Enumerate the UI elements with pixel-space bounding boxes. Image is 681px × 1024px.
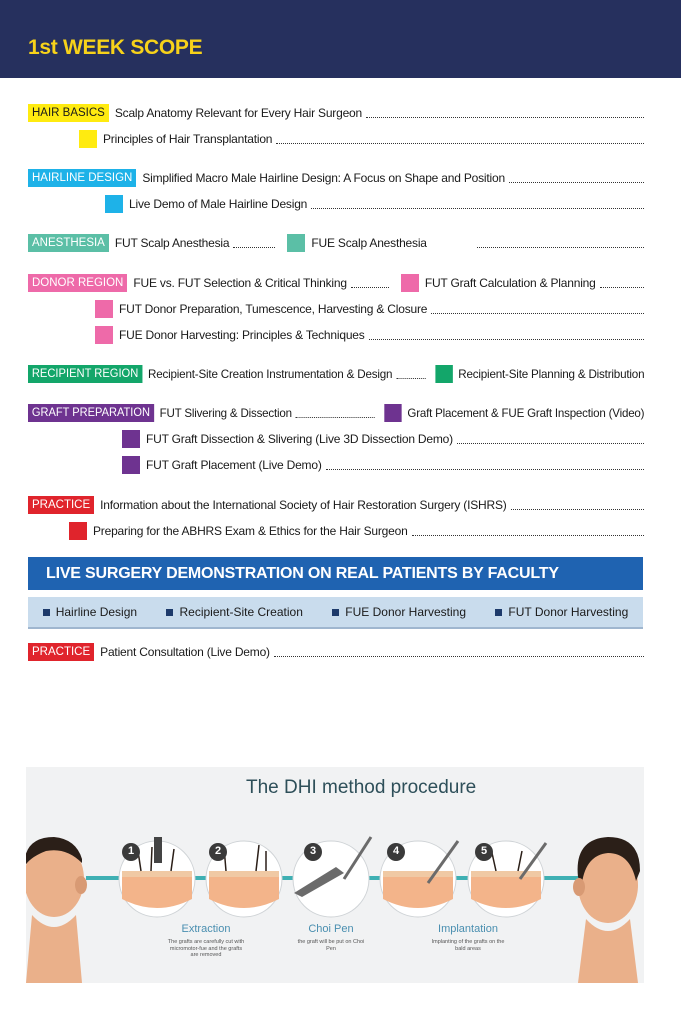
leader-dots	[477, 247, 644, 248]
bullet-icon	[495, 609, 502, 616]
leader-dots	[326, 469, 644, 470]
caption-extraction-text: The grafts are carefully cut with micromotor-fue and the grafts are removed	[167, 939, 245, 958]
graft-preparation-item-3: FUT Graft Dissection & Slivering (Live 3D Dissection Demo)	[146, 432, 453, 446]
practice-row-1	[28, 496, 644, 514]
live-item-hairline	[43, 605, 137, 619]
anesthesia-item-1: FUT Scalp Anesthesia	[114, 236, 230, 250]
leader-dots	[396, 378, 425, 379]
practice-tag-2: PRACTICE	[28, 643, 94, 661]
leader-dots	[412, 535, 644, 536]
hair-basics-row-2	[79, 130, 644, 148]
graft-preparation-row-2	[122, 430, 644, 448]
dhi-procedure-illustration	[26, 767, 644, 983]
live-item-fue	[332, 605, 466, 619]
bullet-icon	[332, 609, 339, 616]
live-item-recipient	[166, 605, 302, 619]
leader-dots	[509, 182, 644, 183]
leader-dots	[276, 143, 644, 144]
practice-item-1: Information about the International Society of Hair Restoration Surgery (ISHRS)	[100, 498, 507, 512]
practice-consultation-row	[28, 643, 644, 661]
leader-dots	[600, 287, 644, 288]
bullet-icon	[166, 609, 173, 616]
hairline-design-item-2: Live Demo of Male Hairline Design	[129, 197, 308, 211]
donor-region-item-1: FUE vs. FUT Selection & Critical Thinking	[133, 276, 347, 290]
hair-basics-item-2: Principles of Hair Transplantation	[103, 132, 273, 146]
header-bar	[0, 0, 681, 78]
hairline-design-marker	[105, 195, 123, 213]
practice-row-2	[69, 522, 644, 540]
hair-basics-item-1: Scalp Anatomy Relevant for Every Hair Surgeon	[114, 106, 362, 120]
leader-dots	[296, 417, 375, 418]
hairline-design-item-1: Simplified Macro Male Hairline Design: A Focus on Shape and Position	[142, 171, 505, 185]
bald-head-icon	[26, 837, 87, 983]
recipient-region-tag: RECIPIENT REGION	[28, 365, 142, 383]
donor-region-marker	[95, 326, 113, 344]
hair-basics-tag: HAIR BASICS	[28, 104, 109, 122]
anesthesia-item-2: FUE Scalp Anesthesia	[311, 236, 427, 250]
donor-region-tag: DONOR REGION	[28, 274, 127, 292]
step-2-number: 2	[214, 845, 222, 857]
leader-dots	[431, 313, 644, 314]
live-surgery-title: LIVE SURGERY DEMONSTRATION ON REAL PATIENTS BY FACULTY	[46, 565, 559, 582]
graft-preparation-item-2: Graft Placement & FUE Graft Inspection (Video)	[407, 406, 645, 420]
leader-dots	[233, 247, 275, 248]
hairline-design-tag: HAIRLINE DESIGN	[28, 169, 136, 187]
leader-dots	[457, 443, 644, 444]
graft-preparation-row-1	[28, 404, 645, 422]
anesthesia-tag: ANESTHESIA	[28, 234, 109, 252]
recipient-region-row	[28, 365, 645, 383]
full-hair-head-icon	[573, 837, 640, 983]
anesthesia-row	[28, 234, 644, 252]
step-1-number: 1	[127, 845, 135, 857]
live-item-label: FUT Donor Harvesting	[508, 605, 629, 619]
leader-dots	[366, 117, 644, 118]
practice-tag: PRACTICE	[28, 496, 94, 514]
hairline-design-row-2	[105, 195, 644, 213]
leader-dots	[274, 656, 644, 657]
live-surgery-banner	[28, 557, 643, 590]
graft-preparation-item-1: FUT Slivering & Dissection	[159, 406, 292, 420]
hair-basics-marker	[79, 130, 97, 148]
live-item-label: Recipient-Site Creation	[179, 605, 303, 619]
page-title: 1st WEEK SCOPE	[28, 36, 203, 59]
practice-item-2: Preparing for the ABHRS Exam & Ethics for the Hair Surgeon	[93, 524, 408, 538]
step-4-number: 4	[392, 845, 400, 857]
leader-dots	[369, 339, 644, 340]
graft-preparation-marker	[122, 430, 140, 448]
step-5-number: 5	[480, 845, 488, 857]
anesthesia-marker	[287, 234, 305, 252]
practice-consultation-item: Patient Consultation (Live Demo)	[100, 645, 270, 659]
live-item-label: Hairline Design	[55, 605, 138, 619]
caption-implantation-text: Implanting of the grafts on the bald areas	[431, 939, 505, 952]
hairline-design-row-1	[28, 169, 644, 187]
graft-preparation-marker	[384, 404, 401, 422]
donor-region-row-1	[28, 274, 644, 292]
graft-preparation-row-3	[122, 456, 644, 474]
live-item-fut	[495, 605, 628, 619]
donor-region-marker	[401, 274, 419, 292]
practice-marker	[69, 522, 87, 540]
recipient-region-item-1: Recipient-Site Creation Instrumentation & Design	[147, 367, 393, 381]
leader-dots	[351, 287, 389, 288]
caption-extraction: Extraction	[181, 923, 231, 935]
caption-implantation: Implantation	[438, 923, 498, 935]
hair-basics-row-1	[28, 104, 644, 122]
bullet-icon	[43, 609, 50, 616]
graft-preparation-marker	[122, 456, 140, 474]
donor-region-item-4: FUE Donor Harvesting: Principles & Techniques	[119, 328, 365, 342]
graft-preparation-item-4: FUT Graft Placement (Live Demo)	[146, 458, 322, 472]
step-3-number: 3	[309, 845, 317, 857]
donor-region-item-3: FUT Donor Preparation, Tumescence, Harvesting & Closure	[119, 302, 428, 316]
leader-dots	[311, 208, 644, 209]
dhi-title: The DHI method procedure	[246, 777, 477, 798]
caption-choi-pen: Choi Pen	[308, 923, 354, 935]
leader-dots	[511, 509, 644, 510]
recipient-region-marker	[435, 365, 452, 383]
donor-region-marker	[95, 300, 113, 318]
graft-preparation-tag: GRAFT PREPARATION	[28, 404, 154, 422]
live-surgery-list	[28, 597, 643, 629]
donor-region-row-2	[95, 300, 644, 318]
live-item-label: FUE Donor Harvesting	[345, 605, 467, 619]
donor-region-item-2: FUT Graft Calculation & Planning	[424, 276, 596, 290]
caption-choi-pen-text: the graft will be put on Choi Pen	[297, 939, 365, 952]
recipient-region-item-2: Recipient-Site Planning & Distribution	[458, 367, 645, 381]
donor-region-row-3	[95, 326, 644, 344]
